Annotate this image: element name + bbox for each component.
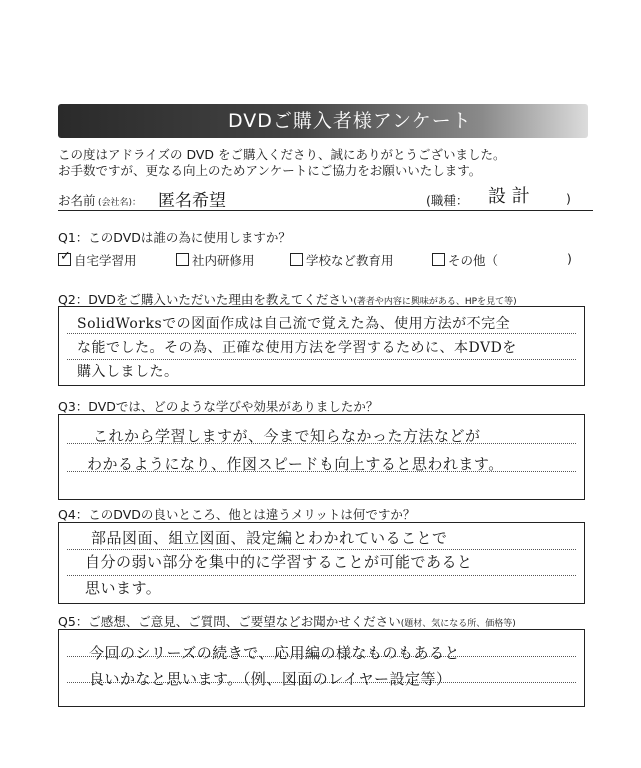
q2-note: (著者や内容に興味がある、HPを見て等)	[353, 297, 517, 307]
q3-answer-box[interactable]	[58, 414, 585, 500]
q5-answer-line-1: 今回のシリーズの続きで、応用編の様なものもあると	[89, 644, 460, 662]
q2-answer-line-1: SolidWorksでの図面作成は自己流で覚えた為、使用方法が不完全	[77, 316, 511, 332]
checkbox-icon[interactable]	[176, 253, 189, 266]
q2-question: Q2：DVDをご購入いただいた理由を教えてください(著者や内容に興味がある、HPを見て等)	[58, 292, 517, 307]
q5-answer-box[interactable]	[58, 629, 585, 707]
q4-question: Q4：このDVDの良いところ、他とは違うメリットは何ですか？	[58, 507, 416, 522]
q3-question: Q3：DVDでは、どのような学びや効果がありましたか？	[58, 399, 379, 414]
q3-answer-line-2: わかるようになり、作図スピードも向上すると思われます。	[87, 455, 504, 473]
checkbox-checked-icon[interactable]: ✓	[60, 249, 71, 264]
checkbox-icon[interactable]	[290, 253, 303, 266]
q2-answer-line-2: な能でした。その為、正確な使用方法を学習するために、本DVDを	[77, 340, 517, 356]
q2-answer-box[interactable]	[58, 306, 585, 386]
q4-answer-line-3: 思います。	[85, 579, 162, 597]
q1-option-school[interactable]: 学校など教育用	[290, 251, 394, 269]
company-label: (会社名)：	[98, 198, 142, 208]
q5-question: Q5：ご感想、ご意見、ご質問、ご要望などお聞かせください(題材、気になる所、価格等)	[58, 614, 516, 629]
name-row	[58, 186, 593, 211]
q2-answer-line-3: 購入しました。	[77, 364, 179, 380]
q1-option-other[interactable]: その他（	[432, 251, 498, 269]
q1-option-training[interactable]: 社内研修用	[176, 251, 255, 269]
q1-question: Q1：このDVDは誰の為に使用しますか？	[58, 230, 291, 245]
q4-answer-line-1: 部品図面、組立図面、設定編とわかれていることで	[91, 529, 448, 547]
q4-answer-line-2: 自分の弱い部分を集中的に学習することが可能であると	[85, 553, 473, 571]
job-value[interactable]: 設 計	[488, 186, 530, 207]
intro-line-1: この度はアドライズの DVD をご購入くださり、誠にありがとうございました。	[58, 147, 506, 162]
survey-title: DVDご購入者様アンケート	[228, 110, 472, 132]
intro-line-2: お手数ですが、更なる向上のためアンケートにご協力をお願いいたします。	[58, 163, 482, 178]
q1-other-close: )	[567, 251, 572, 266]
q5-answer-line-2: 良いかなと思います。（例、図面のレイヤー設定等）	[89, 670, 452, 688]
q1-option-home[interactable]: ✓ 自宅学習用	[60, 249, 137, 268]
name-value[interactable]: 匿名希望	[158, 191, 226, 211]
q5-note: (題材、気になる所、価格等)	[400, 619, 516, 629]
job-label-close: )	[566, 191, 571, 206]
name-label: お名前	[58, 193, 96, 208]
checkbox-icon[interactable]	[432, 253, 445, 266]
job-label: (職種：	[426, 193, 469, 208]
q4-answer-box[interactable]	[58, 522, 585, 604]
survey-title-bar	[58, 104, 588, 138]
q3-answer-line-1: これから学習しますが、今まで知らなかった方法などが	[93, 427, 481, 445]
